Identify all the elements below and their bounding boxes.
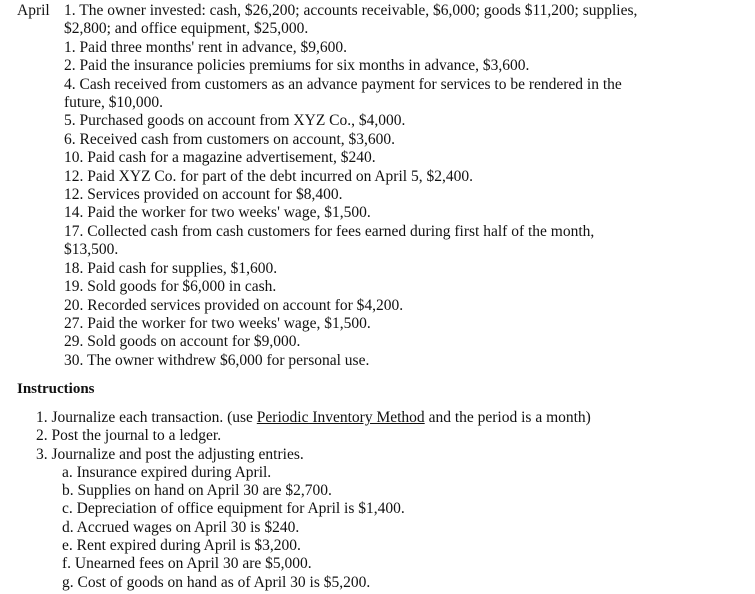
instruction-item xyxy=(36,446,751,592)
transaction-item xyxy=(64,112,749,130)
instructions-heading: Instructions xyxy=(17,381,95,397)
transaction-text: 27. Paid the worker for two weeks' wage, $1,500. xyxy=(64,314,371,332)
transaction-list xyxy=(64,2,749,370)
instruction-text: 3. Journalize and post the adjusting entries. xyxy=(36,445,304,463)
transaction-text: 30. The owner withdrew $6,000 for personal use. xyxy=(64,351,370,369)
transaction-item xyxy=(64,315,749,333)
instruction-text-after: and the period is a month) xyxy=(424,409,591,426)
transaction-item xyxy=(64,2,749,39)
adjustment-item: e. Rent expired during April is $3,200. xyxy=(62,537,301,555)
transaction-item xyxy=(64,57,749,75)
transaction-text: 18. Paid cash for supplies, $1,600. xyxy=(64,259,278,277)
transaction-text-continued: $13,500. xyxy=(64,241,119,259)
transaction-text: 14. Paid the worker for two weeks' wage, $1,500. xyxy=(64,204,371,222)
transaction-text-continued: $2,800; and office equipment, $25,000. xyxy=(64,20,309,38)
instructions-list xyxy=(36,409,751,592)
transaction-text: 2. Paid the insurance policies premiums for six months in advance, $3,600. xyxy=(64,57,530,75)
transaction-item xyxy=(64,333,749,351)
transaction-item xyxy=(64,39,749,57)
adjustment-item: b. Supplies on hand on April 30 are $2,700. xyxy=(62,482,332,500)
transaction-item xyxy=(64,149,749,167)
transaction-text: 1. Paid three months' rent in advance, $9,600. xyxy=(64,38,348,56)
transaction-text: 29. Sold goods on account for $9,000. xyxy=(64,333,301,351)
periodic-inventory-method-link[interactable]: Periodic Inventory Method xyxy=(256,409,425,426)
instruction-item xyxy=(36,427,751,445)
transaction-item xyxy=(64,168,749,186)
transaction-text: 4. Cash received from customers as an advance payment for services to be rendered in the xyxy=(64,75,622,93)
instruction-text: 2. Post the journal to a ledger. xyxy=(36,427,222,445)
transaction-text: 1. The owner invested: cash, $26,200; accounts receivable, $6,000; goods $11,200; supplies, xyxy=(64,2,638,19)
adjustments-list xyxy=(36,464,751,592)
transaction-text: 12. Paid XYZ Co. for part of the debt incurred on April 5, $2,400. xyxy=(64,167,473,185)
instruction-text: 1. Journalize each transaction. (use xyxy=(36,409,257,426)
transaction-text: 5. Purchased goods on account from XYZ Co., $4,000. xyxy=(64,112,406,130)
adjustment-item: c. Depreciation of office equipment for April is $1,400. xyxy=(62,500,405,518)
transaction-item xyxy=(64,260,749,278)
transaction-text: 19. Sold goods for $6,000 in cash. xyxy=(64,278,277,296)
adjustment-item: f. Unearned fees on April 30 are $5,000. xyxy=(62,555,312,573)
transaction-text: 10. Paid cash for a magazine advertisement, $240. xyxy=(64,149,376,167)
transaction-text: 6. Received cash from customers on account, $3,600. xyxy=(64,130,396,148)
transaction-item xyxy=(64,76,749,113)
transaction-item xyxy=(64,297,749,315)
instruction-item xyxy=(36,409,751,427)
adjustment-item: g. Cost of goods on hand as of April 30 is $5,200. xyxy=(62,573,371,591)
transaction-text: 17. Collected cash from cash customers for fees earned during first half of the month, xyxy=(64,222,595,240)
transaction-item xyxy=(64,186,749,204)
transaction-item xyxy=(64,131,749,149)
transaction-text: 12. Services provided on account for $8,400. xyxy=(64,186,343,204)
transaction-item xyxy=(64,352,749,370)
transaction-item xyxy=(64,278,749,296)
transaction-item xyxy=(64,223,749,260)
adjustment-item: d. Accrued wages on April 30 is $240. xyxy=(62,518,300,536)
transaction-text-continued: future, $10,000. xyxy=(64,94,164,112)
adjustment-item: a. Insurance expired during April. xyxy=(62,463,272,481)
month-label: April xyxy=(17,2,50,19)
transaction-text: 20. Recorded services provided on account for $4,200. xyxy=(64,296,404,314)
transaction-item xyxy=(64,204,749,222)
